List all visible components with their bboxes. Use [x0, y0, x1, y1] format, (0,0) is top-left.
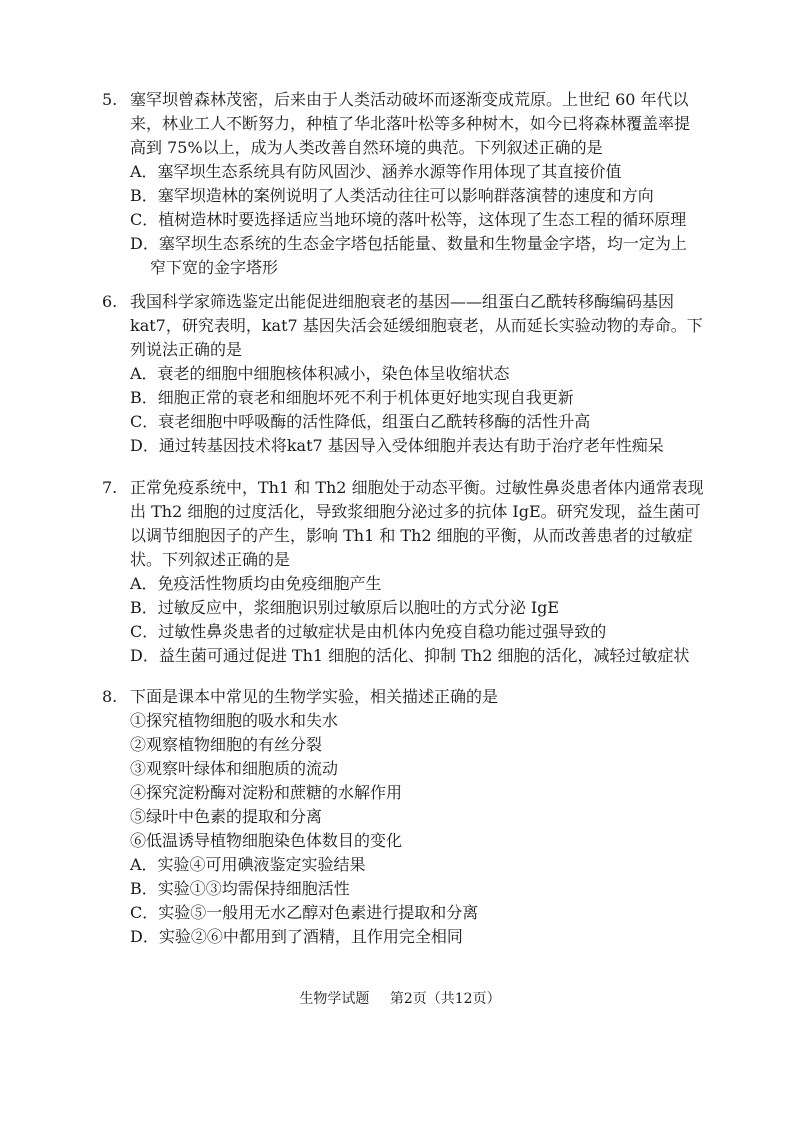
- question-6: [102, 290, 702, 458]
- option-d: D．益生菌可通过促进 Th1 细胞的活化、抑制 Th2 细胞的活化，减轻过敏症状: [130, 646, 690, 665]
- option-d-continuation: 窄下宽的金字塔形: [150, 258, 279, 277]
- question-number: 5.: [102, 90, 118, 109]
- question-number: 6.: [102, 292, 118, 311]
- experiment-item-5: ⑤绿叶中色素的提取和分离: [130, 807, 323, 826]
- option-c: C．过敏性鼻炎患者的过敏症状是由机体内免疫自稳功能过强导致的: [130, 622, 607, 641]
- question-8: [102, 685, 702, 949]
- question-stem-line: 出 Th2 细胞的过度活化，导致浆细胞分泌过多的抗体 IgE。研究发现，益生菌可: [130, 502, 701, 521]
- question-stem-line: 状。下列叙述正确的是: [130, 550, 291, 569]
- question-number: 7.: [102, 478, 118, 497]
- option-a: A．衰老的细胞中细胞核体积减小，染色体呈收缩状态: [130, 364, 510, 383]
- question-stem-line: 列说法正确的是: [130, 340, 243, 359]
- experiment-item-4: ④探究淀粉酶对淀粉和蔗糖的水解作用: [130, 783, 403, 802]
- experiment-item-1: ①探究植物细胞的吸水和失水: [130, 711, 339, 730]
- question-stem-line: 以调节细胞因子的产生，影响 Th1 和 Th2 细胞的平衡，从而改善患者的过敏症: [130, 526, 693, 545]
- option-c: C．植树造林时要选择适应当地环境的落叶松等，这体现了生态工程的循环原理: [130, 210, 687, 229]
- option-b: B．实验①③均需保持细胞活性: [130, 879, 350, 898]
- option-d: D．塞罕坝生态系统的生态金字塔包括能量、数量和生物量金字塔，均一定为上: [130, 234, 687, 253]
- option-a: A．免疫活性物质均由免疫细胞产生: [130, 574, 382, 593]
- question-stem-line: 来，林业工人不断努力，种植了华北落叶松等多种树木，如今已将森林覆盖率提: [130, 114, 691, 133]
- stem-text: 正常免疫系统中，Th1 和 Th2 细胞处于动态平衡。过敏性鼻炎患者体内通常表现: [130, 478, 704, 497]
- option-c: C．衰老细胞中呼吸酶的活性降低，组蛋白乙酰转移酶的活性升高: [130, 412, 591, 431]
- question-number: 8.: [102, 687, 118, 706]
- question-7: [102, 476, 702, 668]
- page-footer: [0, 989, 800, 1009]
- question-5: [102, 88, 702, 280]
- option-b: B．过敏反应中，浆细胞识别过敏原后以胞吐的方式分泌 IgE: [130, 598, 560, 617]
- experiment-item-3: ③观察叶绿体和细胞质的流动: [130, 759, 339, 778]
- question-stem-line: [102, 685, 702, 709]
- option-d: D．通过转基因技术将kat7 基因导入受体细胞并表达有助于治疗老年性痴呆: [130, 436, 664, 455]
- option-b: B．塞罕坝造林的案例说明了人类活动往往可以影响群落演替的速度和方向: [130, 186, 654, 205]
- experiment-item-6: ⑥低温诱导植物细胞染色体数目的变化: [130, 831, 403, 850]
- experiment-item-2: ②观察植物细胞的有丝分裂: [130, 735, 323, 754]
- option-b: B．细胞正常的衰老和细胞坏死不利于机体更好地实现自我更新: [130, 388, 574, 407]
- question-stem-line: 高到 75%以上，成为人类改善自然环境的典范。下列叙述正确的是: [130, 138, 603, 157]
- stem-text: 塞罕坝曾森林茂密，后来由于人类活动破坏而逐渐变成荒原。上世纪 60 年代以: [130, 90, 689, 109]
- question-stem-line: kat7，研究表明，kat7 基因失活会延缓细胞衰老，从而延长实验动物的寿命。下: [130, 316, 703, 335]
- option-a: A．实验④可用碘液鉴定实验结果: [130, 855, 366, 874]
- footer-subject: 生物学试题: [299, 991, 370, 1007]
- question-stem-line: [102, 290, 702, 314]
- option-d: D．实验②⑥中都用到了酒精，且作用完全相同: [130, 927, 463, 946]
- stem-text: 我国科学家筛选鉴定出能促进细胞衰老的基因——组蛋白乙酰转移酶编码基因: [130, 292, 675, 311]
- stem-text: 下面是课本中常见的生物学实验，相关描述正确的是: [130, 687, 499, 706]
- option-a: A．塞罕坝生态系统具有防风固沙、涵养水源等作用体现了其直接价值: [130, 162, 622, 181]
- footer-page-number: 第2页（共12页）: [389, 991, 501, 1007]
- question-stem-line: [102, 88, 702, 112]
- option-c: C．实验⑤一般用无水乙醇对色素进行提取和分离: [130, 903, 479, 922]
- question-stem-line: [102, 476, 702, 500]
